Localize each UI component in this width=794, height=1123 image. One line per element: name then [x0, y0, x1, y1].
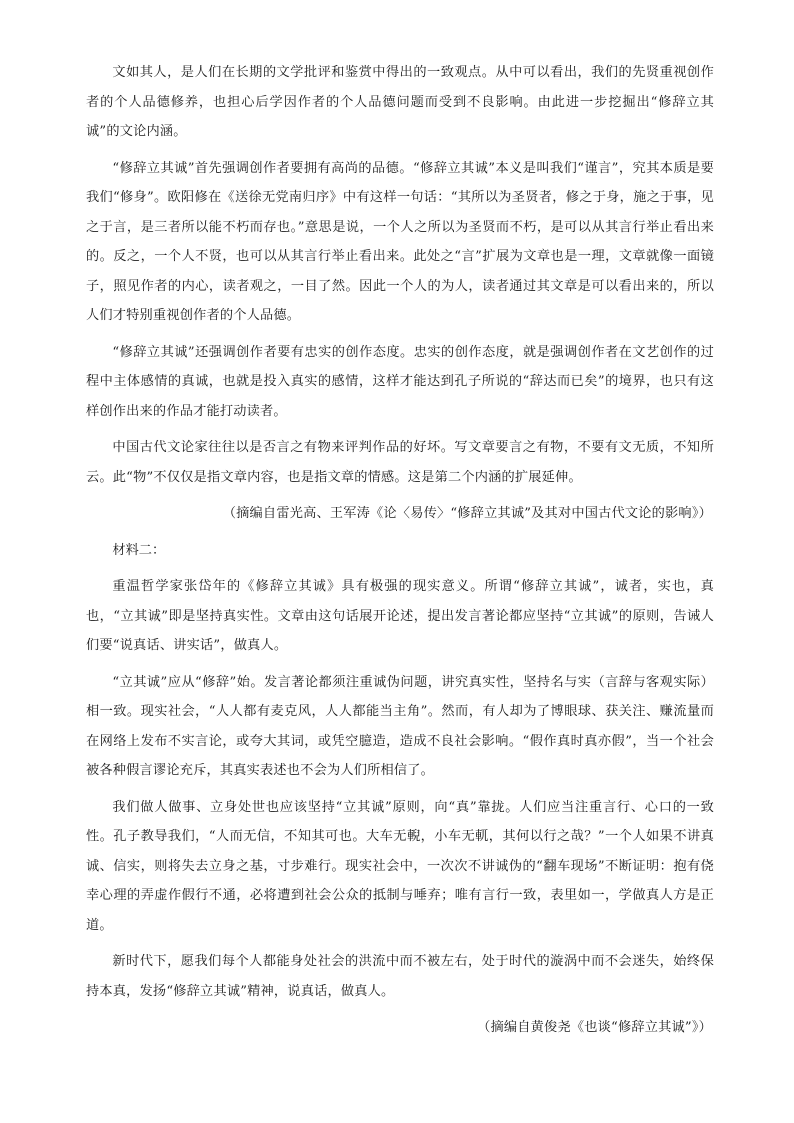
- material1-paragraph-3: “修辞立其诚”还强调创作者要有忠实的创作态度。忠实的创作态度，就是强调创作者在文艺创作的过程中主体感情的真诚，也就是投入真实的感情，这样才能达到孔子所说的“辞达而已矣”的境界，也只有这样创作出来的作品才能打动读者。: [86, 344, 714, 419]
- material2-heading: 材料二：: [112, 542, 166, 558]
- material2-paragraph-2: “立其诚”应从“修辞”始。发言著论都须注重诚伪问题，讲究真实性，坚持名与实（言辞与客观实际）相一致。现实社会，“人人都有麦克风，人人都能当主角”。然而，有人却为了博眼球、获关注、赚流量而在网络上发布不实言论，或夸大其词，或凭空臆造，造成不良社会影响。“假作真时真亦假”，当一个社会被各种假言谬论充斥，其真实表述也不会为人们所相信了。: [86, 674, 714, 778]
- material1-paragraph-1: 文如其人，是人们在长期的文学批评和鉴赏中得出的一致观点。从中可以看出，我们的先贤重视创作者的个人品德修养，也担心后学因作者的个人品德问题而受到不良影响。由此进一步挖掘出“修辞立其诚”的文论内涵。: [86, 65, 714, 139]
- material1-paragraph-2: “修辞立其诚”首先强调创作者要拥有高尚的品德。“修辞立其诚”本义是叫我们“谨言”，究其本质是要我们“修身”。欧阳修在《送徐无党南归序》中有这样一句话：“其所以为圣贤者，修之于身，施之于事，见之于言，是三者所以能不朽而存也。”意思是说，一个人之所以为圣贤而不朽，是可以从其言行举止看出来的。反之，一个人不贤，也可以从其言行举止看出来。此处之“言”扩展为文章也是一理，文章就像一面镜子，照见作者的内心，读者观之，一目了然。因此一个人的为人，读者通过其文章是可以看出来的，所以人们才特别重视创作者的个人品德。: [86, 160, 714, 323]
- material2-paragraph-3: 我们做人做事、立身处世也应该坚持“立其诚”原则，向“真”靠拢。人们应当注重言行、心口的一致性。孔子教导我们，“人而无信，不知其可也。大车无輗，小车无軏，其何以行之哉？”一个人如果不讲真诚、信实，则将失去立身之基，寸步难行。现实社会中，一次次不讲诚伪的“翻车现场”不断证明：抱有侥幸心理的弄虚作假行不通，必将遭到社会公众的抵制与唾弃；唯有言行一致，表里如一，学做真人方是正道。: [86, 799, 714, 933]
- material1-paragraph-4: 中国古代文论家往往以是否言之有物来评判作品的好坏。写文章要言之有物，不要有文无质，不知所云。此“物”不仅仅是指文章内容，也是指文章的情感。这是第二个内涵的扩展延伸。: [86, 440, 714, 485]
- material2-paragraph-1: 重温哲学家张岱年的《修辞立其诚》具有极强的现实意义。所谓“修辞立其诚”，诚者，实也，真也，“立其诚”即是坚持真实性。文章由这句话展开论述，提出发言著论都应坚持“立其诚”的原则，告诫人们要“说真话、讲实话”，做真人。: [86, 579, 714, 653]
- material2-source: （摘编自黄俊尧《也谈“修辞立其诚”》）: [477, 1020, 712, 1035]
- material1-source: （摘编自雷光高、王军涛《论〈易传〉“修辞立其诚”及其对中国古代文论的影响》）: [222, 506, 712, 521]
- material2-paragraph-4: 新时代下，愿我们每个人都能身处社会的洪流中而不被左右，处于时代的漩涡中而不会迷失，始终保持本真，发扬“修辞立其诚”精神，说真话，做真人。: [86, 954, 714, 999]
